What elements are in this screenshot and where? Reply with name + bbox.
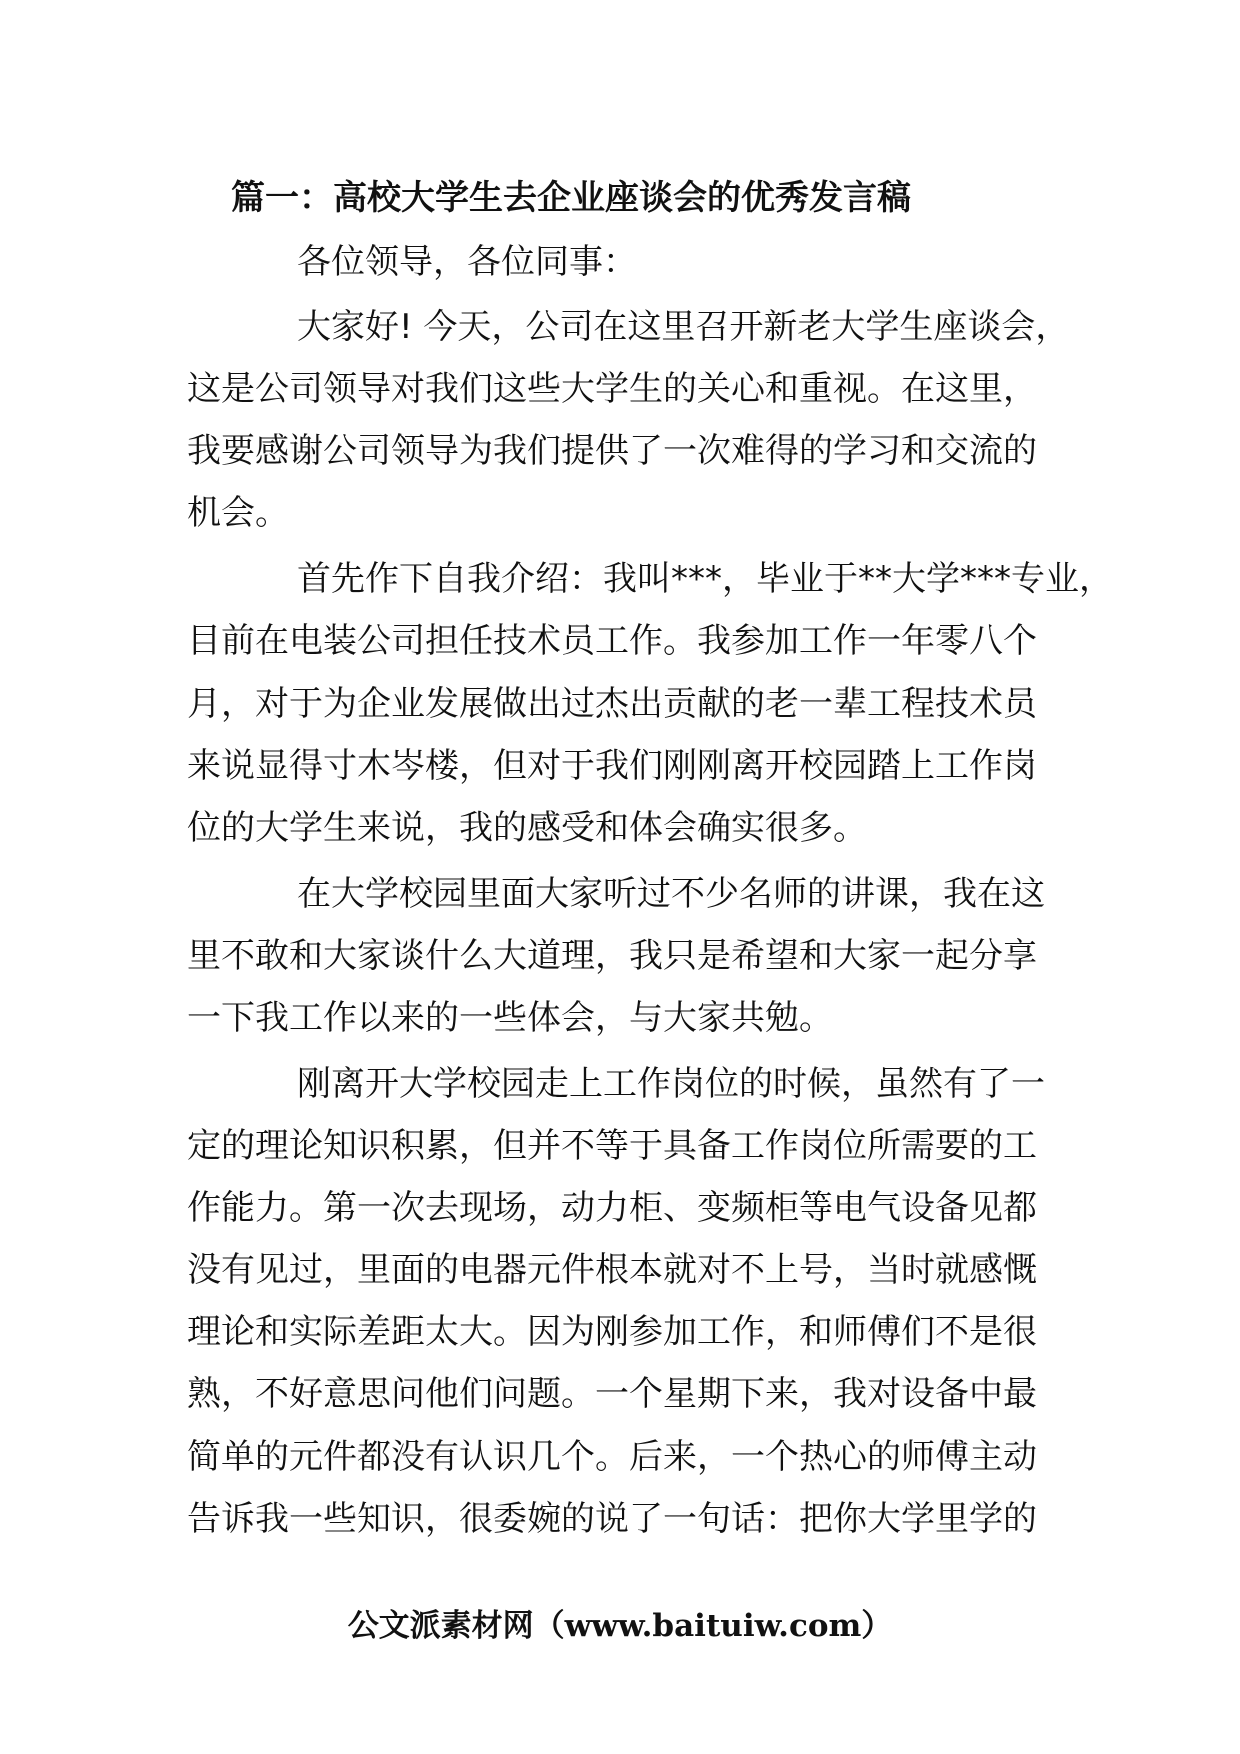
paragraph-line: 作能力。第一次去现场，动力柜、变频柜等电气设备见都 [187,1188,1037,1228]
paragraph-line: 这是公司领导对我们这些大学生的关心和重视。在这里， [187,369,1037,409]
paragraph-line: 来说显得寸木岑楼，但对于我们刚刚离开校园踏上工作岗 [187,746,1037,786]
paragraph-line: 我要感谢公司领导为我们提供了一次难得的学习和交流的 [187,431,1037,471]
paragraph-line: 目前在电装公司担任技术员工作。我参加工作一年零八个 [187,621,1037,661]
paragraph-line: 首先作下自我介绍：我叫***，毕业于**大学***专业， [297,559,1113,599]
paragraph-line: 一下我工作以来的一些体会，与大家共勉。 [187,998,833,1038]
paragraph-line: 告诉我一些知识，很委婉的说了一句话：把你大学里学的 [187,1499,1037,1539]
paragraph-line: 简单的元件都没有认识几个。后来，一个热心的师傅主动 [187,1437,1037,1477]
footer-source-text: 公文派素材网（www.baituiw.com） [347,1608,893,1644]
paragraph-line: 刚离开大学校园走上工作岗位的时候，虽然有了一 [297,1064,1045,1104]
document-title: 篇一：高校大学生去企业座谈会的优秀发言稿 [231,178,911,218]
paragraph-line: 机会。 [187,493,289,533]
paragraph-line: 里不敢和大家谈什么大道理，我只是希望和大家一起分享 [187,936,1037,976]
paragraph-line: 没有见过，里面的电器元件根本就对不上号，当时就感慨 [187,1250,1037,1290]
paragraph-line: 在大学校园里面大家听过不少名师的讲课，我在这 [297,874,1045,914]
salutation-line: 各位领导，各位同事： [297,242,637,282]
paragraph-line: 大家好! 今天，公司在这里召开新老大学生座谈会， [297,307,1070,347]
paragraph-line: 月，对于为企业发展做出过杰出贡献的老一辈工程技术员 [187,684,1037,724]
paragraph-line: 位的大学生来说，我的感受和体会确实很多。 [187,808,867,848]
paragraph-line: 定的理论知识积累，但并不等于具备工作岗位所需要的工 [187,1126,1037,1166]
paragraph-line: 熟，不好意思问他们问题。一个星期下来，我对设备中最 [187,1374,1037,1414]
paragraph-line: 理论和实际差距太大。因为刚参加工作，和师傅们不是很 [187,1312,1037,1352]
